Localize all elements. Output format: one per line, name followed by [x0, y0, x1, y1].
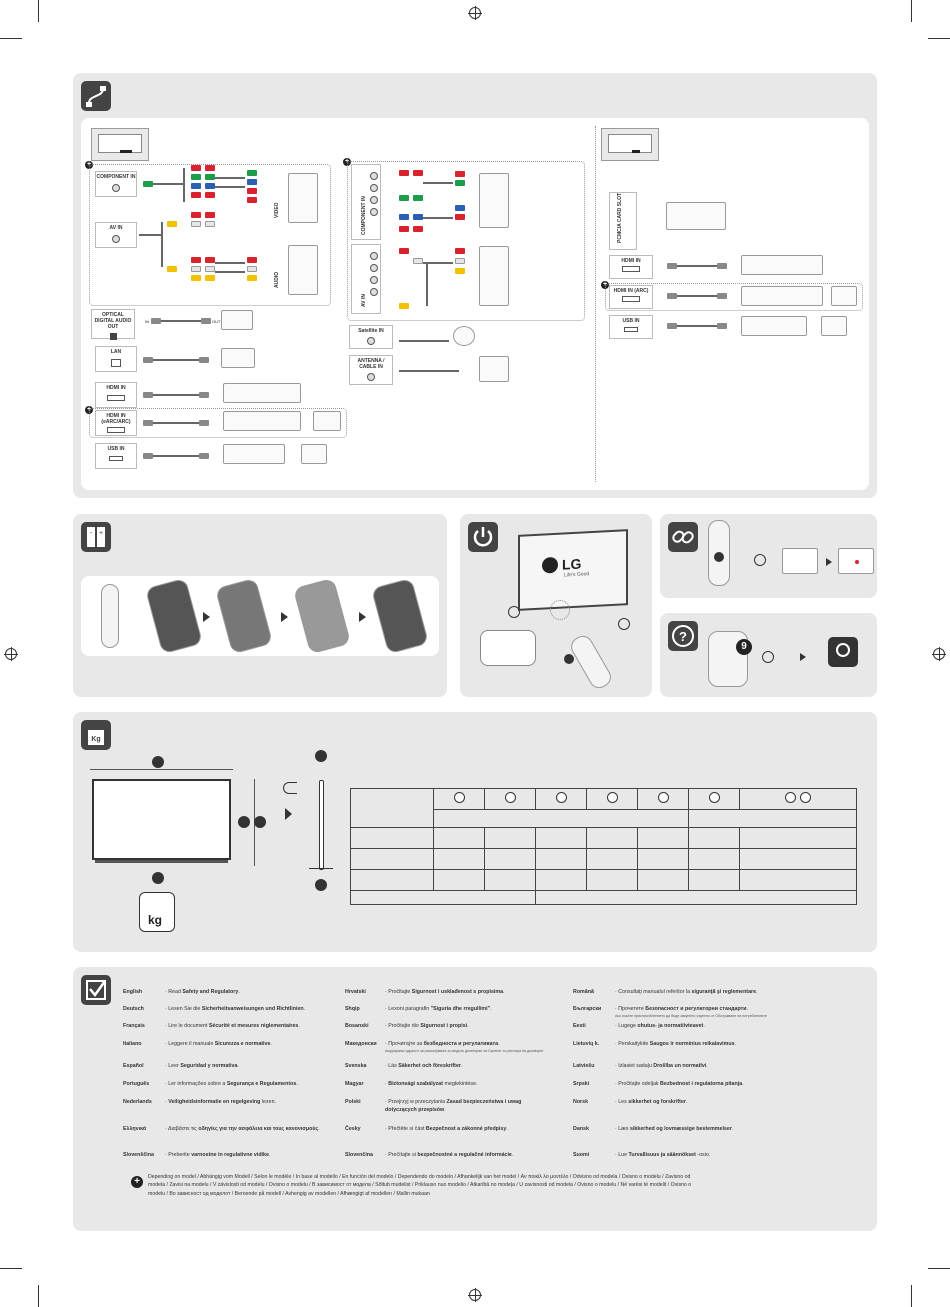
sound-bar-box	[313, 411, 341, 431]
dimension-a-badge	[152, 755, 164, 773]
remote-back-step-3	[293, 578, 351, 655]
language-name: Dansk	[573, 1126, 589, 1132]
connections-inner	[81, 118, 869, 490]
link-icon	[668, 522, 698, 552]
rotate-curve-icon	[283, 782, 297, 794]
white-plug	[413, 258, 423, 264]
dvd-player-box	[479, 173, 509, 228]
sound-bar-box	[831, 286, 857, 306]
wheel-button-icon	[714, 552, 724, 562]
ci-module-box	[666, 202, 726, 230]
language-instruction: · Lire le document Sécurité et mesures réglementaires.	[165, 1023, 300, 1029]
component-in-port	[95, 171, 137, 197]
tv-screen-paired	[838, 548, 874, 574]
dimension-b-badge	[238, 815, 250, 833]
language-name: Nederlands	[123, 1099, 152, 1105]
red-plug	[191, 212, 201, 218]
antenna-box	[479, 356, 509, 382]
yellow-plug	[167, 266, 177, 272]
crop-mark	[911, 1285, 912, 1307]
cable	[677, 325, 717, 327]
usb-storage-box	[223, 444, 285, 464]
power-button-icon	[564, 654, 574, 664]
blue-plug	[413, 214, 423, 220]
cable	[423, 217, 453, 219]
language-instruction: · Läs Säkerhet och föreskrifter.	[385, 1063, 463, 1069]
optical-plug	[151, 318, 161, 324]
language-name: Македонски	[345, 1041, 377, 1047]
hdmi-earc-port	[95, 410, 137, 436]
arrow-icon	[826, 558, 832, 566]
table-row	[351, 870, 857, 891]
usb-plug	[143, 453, 153, 459]
red-plug	[205, 165, 215, 171]
red-plug	[247, 257, 257, 263]
usb-in-port	[95, 443, 137, 469]
language-name: Ελληνικά	[123, 1126, 147, 1132]
language-instruction: · Прочетете Безопасност и регулаторни стандарти.	[615, 1006, 748, 1012]
white-plug	[191, 221, 201, 227]
usb-plug	[199, 453, 209, 459]
av-in-vertical-label: AV IN	[361, 294, 367, 307]
av-in-vertical-port	[351, 244, 381, 314]
language-name: Shqip	[345, 1006, 360, 1012]
language-instruction: · Consultaţi manualul referitor la siguranţă şi reglementare.	[615, 989, 758, 995]
blue-plug	[247, 179, 257, 185]
help-icon	[668, 621, 698, 651]
optical-label: OPTICAL DIGITAL AUDIO OUT	[94, 312, 132, 330]
depending-on-model-icon: +	[86, 406, 92, 413]
crop-mark	[928, 38, 950, 39]
usb-dongle-box	[821, 316, 847, 336]
dimension-f-badge	[315, 878, 327, 896]
red-plug	[455, 171, 465, 177]
language-instruction: · Lesen Sie die Sicherheitsanweisungen und Richtlinien.	[165, 1006, 306, 1012]
language-name: Latviešu	[573, 1063, 595, 1069]
tv-side-icon	[601, 128, 659, 161]
usb-dongle-box	[301, 444, 327, 464]
cable	[215, 271, 245, 273]
component-av-group-2	[347, 161, 585, 321]
svg-text:?: ?	[679, 629, 687, 644]
timer-icon	[762, 651, 774, 663]
yellow-plug	[455, 268, 465, 274]
language-instruction: · Ler informações sobre a Segurança e Regulamentos.	[165, 1081, 298, 1087]
red-plug	[205, 192, 215, 198]
svg-text:+: +	[98, 530, 104, 537]
yellow-plug	[205, 275, 215, 281]
tv-front-base	[95, 860, 228, 863]
lg-logo-text: LG	[562, 555, 582, 573]
depending-on-model-icon: +	[131, 1176, 143, 1188]
language-name: Magyar	[345, 1081, 364, 1087]
scale-icon: kg	[139, 892, 175, 932]
language-instruction: · Biztonsági szabályzat megtekintése.	[385, 1081, 478, 1087]
hdmi-devices-box	[223, 383, 301, 403]
right-hdmi-arc-label: HDMI IN (ARC)	[613, 288, 649, 294]
support-agent-icon	[828, 637, 858, 667]
right-hdmi-in-label: HDMI IN	[621, 258, 641, 264]
language-name: Slovenčina	[345, 1152, 373, 1158]
pcmcia-label: PCMCIA CARD SLOT	[617, 192, 623, 243]
red-plug	[191, 165, 201, 171]
language-name: Česky	[345, 1126, 361, 1132]
jack-label-video: VIDEO	[274, 202, 280, 218]
dvd-player-box	[288, 173, 318, 223]
language-instruction: · Leggere il manuale Sicurezza e normative.	[165, 1041, 272, 1047]
router-box	[221, 348, 255, 368]
arrow-icon	[800, 653, 806, 661]
table-row	[351, 891, 857, 905]
divider	[595, 126, 596, 482]
table-row	[351, 828, 857, 849]
yellow-plug	[167, 221, 177, 227]
tv-power-button-circle	[550, 600, 570, 620]
arrow-icon	[281, 612, 288, 622]
language-instruction: · Pročitajte odeljak Bezbednost i regulatorna pitanja.	[615, 1081, 744, 1087]
cable	[153, 394, 199, 396]
depending-on-model-icon: +	[344, 158, 350, 165]
remote-back-step-4	[371, 578, 429, 655]
tv-front	[92, 779, 231, 860]
registration-mark	[933, 648, 945, 660]
right-usb-in-port	[609, 315, 653, 339]
language-instruction: · Læs sikkerhed og lovmæssige bestemmelser.	[615, 1126, 734, 1132]
cable	[215, 262, 245, 264]
language-instruction: · Pročitajte Sigurnost i usklađenost s propisima.	[385, 989, 505, 995]
cable	[139, 234, 161, 236]
power-inner	[468, 522, 644, 689]
component-in-vertical-label: COMPONENT IN	[361, 196, 367, 235]
lg-logo-icon	[542, 557, 558, 574]
language-name: Italiano	[123, 1041, 142, 1047]
weight-icon	[81, 720, 111, 750]
right-usb-in-label: USB IN	[622, 318, 640, 324]
language-name: Slovenščina	[123, 1152, 154, 1158]
language-name: Eesti	[573, 1023, 586, 1029]
camcorder-box	[288, 245, 318, 295]
optical-plug-label-in: IN	[145, 319, 149, 324]
tv-side-stand	[309, 868, 333, 878]
blue-plug	[455, 205, 465, 211]
hdmi-plug	[199, 420, 209, 426]
language-name: Polski	[345, 1099, 361, 1105]
antenna-port	[349, 355, 393, 385]
hdmi-plug	[199, 392, 209, 398]
checklist-icon	[81, 975, 111, 1005]
language-name: Bosanski	[345, 1023, 369, 1029]
svg-text:-: -	[89, 530, 93, 537]
green-plug	[143, 181, 153, 187]
battery-icon	[81, 522, 111, 552]
cable	[215, 186, 245, 188]
right-hdmi-arc-port	[609, 285, 653, 309]
cable	[399, 370, 459, 372]
arrow-icon	[359, 612, 366, 622]
language-instruction: · Preberite varnostne in regulativne vidike.	[165, 1152, 271, 1158]
cable	[153, 455, 199, 457]
hdmi-plug	[717, 263, 727, 269]
green-plug	[413, 195, 423, 201]
dimensions-panel	[73, 712, 877, 952]
optical-out-port	[91, 309, 135, 339]
language-instruction: · Perskaitykite Saugos ir norminius reikalavimus.	[615, 1041, 736, 1047]
blue-plug	[205, 183, 215, 189]
registration-mark	[469, 7, 481, 19]
language-note: Ако искате приспособлението да бъде закупено отделно от Обслужване на потребителите	[615, 1014, 767, 1018]
language-instruction: · Veiligheidsinformatie en regelgeving lezen.	[165, 1099, 276, 1105]
optical-plug	[201, 318, 211, 324]
cable	[153, 422, 199, 424]
av-in-label: AV IN	[109, 225, 123, 231]
satellite-in-port	[349, 325, 393, 349]
language-name: Română	[573, 989, 594, 995]
crop-mark	[0, 1268, 22, 1269]
hdmi-plug	[143, 392, 153, 398]
red-plug	[399, 226, 409, 232]
crop-mark	[38, 1285, 39, 1307]
dimension-e-badge	[315, 749, 327, 767]
red-plug	[191, 192, 201, 198]
jack-label-audio: AUDIO	[274, 271, 280, 288]
hdmi-plug	[717, 293, 727, 299]
green-plug	[247, 170, 257, 176]
button-9-badge	[736, 639, 752, 655]
red-plug	[413, 226, 423, 232]
tv-side	[319, 780, 324, 870]
language-instruction: · Lue Turvallisuus ja säännökset -osio.	[615, 1152, 711, 1158]
cable	[183, 168, 185, 202]
antenna-label: ANTENNA / CABLE IN	[357, 358, 385, 370]
satellite-dish-box	[453, 326, 475, 346]
cable-icon	[81, 81, 111, 111]
language-name: Português	[123, 1081, 150, 1087]
satellite-in-label: Satellite IN	[358, 328, 384, 334]
white-plug	[205, 266, 215, 272]
language-instruction: · Read Safety and Regulatory.	[165, 989, 240, 995]
rotate-arrow-icon	[285, 808, 292, 820]
cable	[161, 222, 163, 267]
hdmi-plug	[667, 263, 677, 269]
language-instruction: · Lugege ohutus- ja normatiivteavet.	[615, 1023, 705, 1029]
language-instruction: · Přečtěte si část Bezpečnost a zákonné předpisy.	[385, 1126, 508, 1132]
green-plug	[205, 174, 215, 180]
red-plug	[399, 170, 409, 176]
usb-plug	[717, 323, 727, 329]
blue-plug	[191, 183, 201, 189]
red-plug	[247, 188, 257, 194]
footnote: Depending on model / Abhängig vom Modell / Selon le modèle / In base al modello / En función del modelo / Dependendo do modelo / Afhankelijk van het model / Αν ποικίλ λο μοντέλο / Odvisno od modela / Ovisno o modelu / Zavisno od modela / Zavisi na modelu / V závislosti od modelu / Ovisno o modelu / В зависимост от модела / Sõltub mudelist / Priklauso nuo modelio / Atkarībā no modeļa / U zavisnosti od modela / Ovisno o modelu / Në varësi të modelit / Ovisno o modelu / Во зависност од моделот / Beroende på modell / Avhengig av modellen / Afhængigt af modellen / Mallin mukaan	[148, 1174, 692, 1197]
language-instruction: · Przejrzyj w przeczytania Zasad bezpieczeństwa i uwag dotyczących przepisów.	[385, 1099, 522, 1113]
hdmi-plug	[143, 420, 153, 426]
language-name: English	[123, 989, 143, 995]
lg-tagline: Life's Good	[564, 571, 590, 579]
remote-icon	[567, 632, 614, 691]
optical-plug-label-out: OUT	[212, 319, 221, 324]
hand-icon	[480, 630, 536, 666]
cable	[677, 295, 717, 297]
lan-label: LAN	[110, 349, 122, 355]
no-icon-right	[618, 618, 630, 630]
dimension-d-badge	[152, 871, 164, 889]
lan-plug	[199, 357, 209, 363]
green-plug	[455, 180, 465, 186]
tv-back-icon	[91, 128, 149, 161]
language-name: Lietuvių k.	[573, 1041, 600, 1047]
language-instruction: · Lexoni paragrafin "Siguria dhe rregullimi".	[385, 1006, 492, 1012]
language-instruction: · Διαβάστε τις οδηγίες για την ασφάλεια και τους κανονισμούς.	[165, 1126, 320, 1132]
crop-mark	[928, 1268, 950, 1269]
cable	[153, 183, 183, 185]
red-plug	[205, 257, 215, 263]
usb-in-label: USB IN	[107, 446, 125, 452]
hdmi-in-label: HDMI IN	[106, 385, 126, 391]
hdmi-plug	[667, 293, 677, 299]
language-name: Norsk	[573, 1099, 589, 1105]
red-plug	[455, 248, 465, 254]
language-instruction: · Les sikkerhet og forskrifter.	[615, 1099, 688, 1105]
tv-screen-blank	[782, 548, 818, 574]
no-icon-left	[508, 606, 520, 618]
hdmi-earc-label: HDMI IN (eARC/ARC)	[101, 413, 131, 425]
cable	[423, 182, 453, 184]
arrow-icon	[203, 612, 210, 622]
dimension-table	[350, 788, 857, 905]
usb-storage-box	[741, 316, 807, 336]
cable	[215, 177, 245, 179]
lan-port	[95, 346, 137, 372]
language-name: Български	[573, 1006, 602, 1012]
sound-bar-box	[221, 310, 253, 330]
green-plug	[399, 195, 409, 201]
usb-plug	[667, 323, 677, 329]
language-name: Suomi	[573, 1152, 590, 1158]
language-instruction: · Pročitajte dio Sigurnost i propisi.	[385, 1023, 469, 1029]
depending-on-model-icon: +	[86, 161, 92, 168]
white-plug	[191, 266, 201, 272]
dimension-c-badge	[254, 815, 266, 833]
language-name: Español	[123, 1063, 144, 1069]
battery-panel	[73, 514, 447, 697]
table-row	[351, 789, 857, 810]
green-plug	[191, 174, 201, 180]
remote-back-step-2	[215, 578, 273, 655]
red-plug	[455, 214, 465, 220]
language-instruction: · Прочитајте за безбедноста и регулативата.	[385, 1041, 500, 1047]
width-line	[90, 769, 233, 770]
cable	[399, 340, 449, 342]
pcmcia-port	[609, 192, 637, 250]
yellow-plug	[191, 275, 201, 281]
pairing-panel	[660, 514, 877, 598]
table-row	[351, 849, 857, 870]
language-name: Svenska	[345, 1063, 367, 1069]
lan-plug	[143, 357, 153, 363]
component-in-label: COMPONENT IN	[96, 174, 136, 180]
cable	[153, 359, 199, 361]
blue-plug	[399, 214, 409, 220]
red-plug	[413, 170, 423, 176]
camcorder-box	[479, 246, 509, 306]
cable	[677, 265, 717, 267]
language-instruction: · Izlasiet sadaļu Drošība un normatīvi.	[615, 1063, 708, 1069]
language-name: Srpski	[573, 1081, 590, 1087]
language-name: Français	[123, 1023, 145, 1029]
language-instruction: · Leer Seguridad y normativa.	[165, 1063, 239, 1069]
cable	[161, 320, 201, 322]
red-plug	[191, 257, 201, 263]
language-name: Hrvatski	[345, 989, 366, 995]
component-in-vertical-port	[351, 164, 381, 240]
av-in-port	[95, 222, 137, 248]
remote-icon	[101, 584, 119, 648]
right-hdmi-in-port	[609, 255, 653, 279]
red-plug	[247, 197, 257, 203]
crop-mark	[911, 0, 912, 22]
tv-screen	[518, 529, 628, 611]
button-9-label: 9	[741, 641, 747, 652]
registration-mark	[5, 648, 17, 660]
red-plug	[399, 248, 409, 254]
hdmi-devices-box	[223, 411, 301, 431]
help-panel	[660, 613, 877, 697]
crop-mark	[38, 0, 39, 22]
yellow-plug	[247, 275, 257, 281]
registration-mark	[469, 1289, 481, 1301]
white-plug	[205, 221, 215, 227]
svg-text:Kg: Kg	[91, 736, 101, 743]
hdmi-devices-box	[741, 255, 823, 275]
timer-icon	[754, 554, 766, 566]
hdmi-in-port	[95, 382, 137, 408]
language-note: Ажурирање адресот за раскопување со видото делегиран за Сусинот со рестира на договорот	[385, 1049, 544, 1053]
white-plug	[247, 266, 257, 272]
battery-steps	[81, 576, 439, 656]
power-panel	[460, 514, 652, 697]
language-instruction: · Prečítajte si bezpečnostné a regulačné informácie.	[385, 1152, 514, 1158]
white-plug	[455, 258, 465, 264]
safety-panel	[73, 967, 877, 1231]
depending-on-model-icon: +	[602, 281, 608, 288]
connections-panel	[73, 73, 877, 498]
yellow-plug	[399, 303, 409, 309]
crop-mark	[0, 38, 22, 39]
cable	[426, 262, 428, 306]
remote-back-step-1	[145, 578, 203, 655]
language-name: Deutsch	[123, 1006, 144, 1012]
hdmi-devices-box	[741, 286, 823, 306]
red-plug	[205, 212, 215, 218]
